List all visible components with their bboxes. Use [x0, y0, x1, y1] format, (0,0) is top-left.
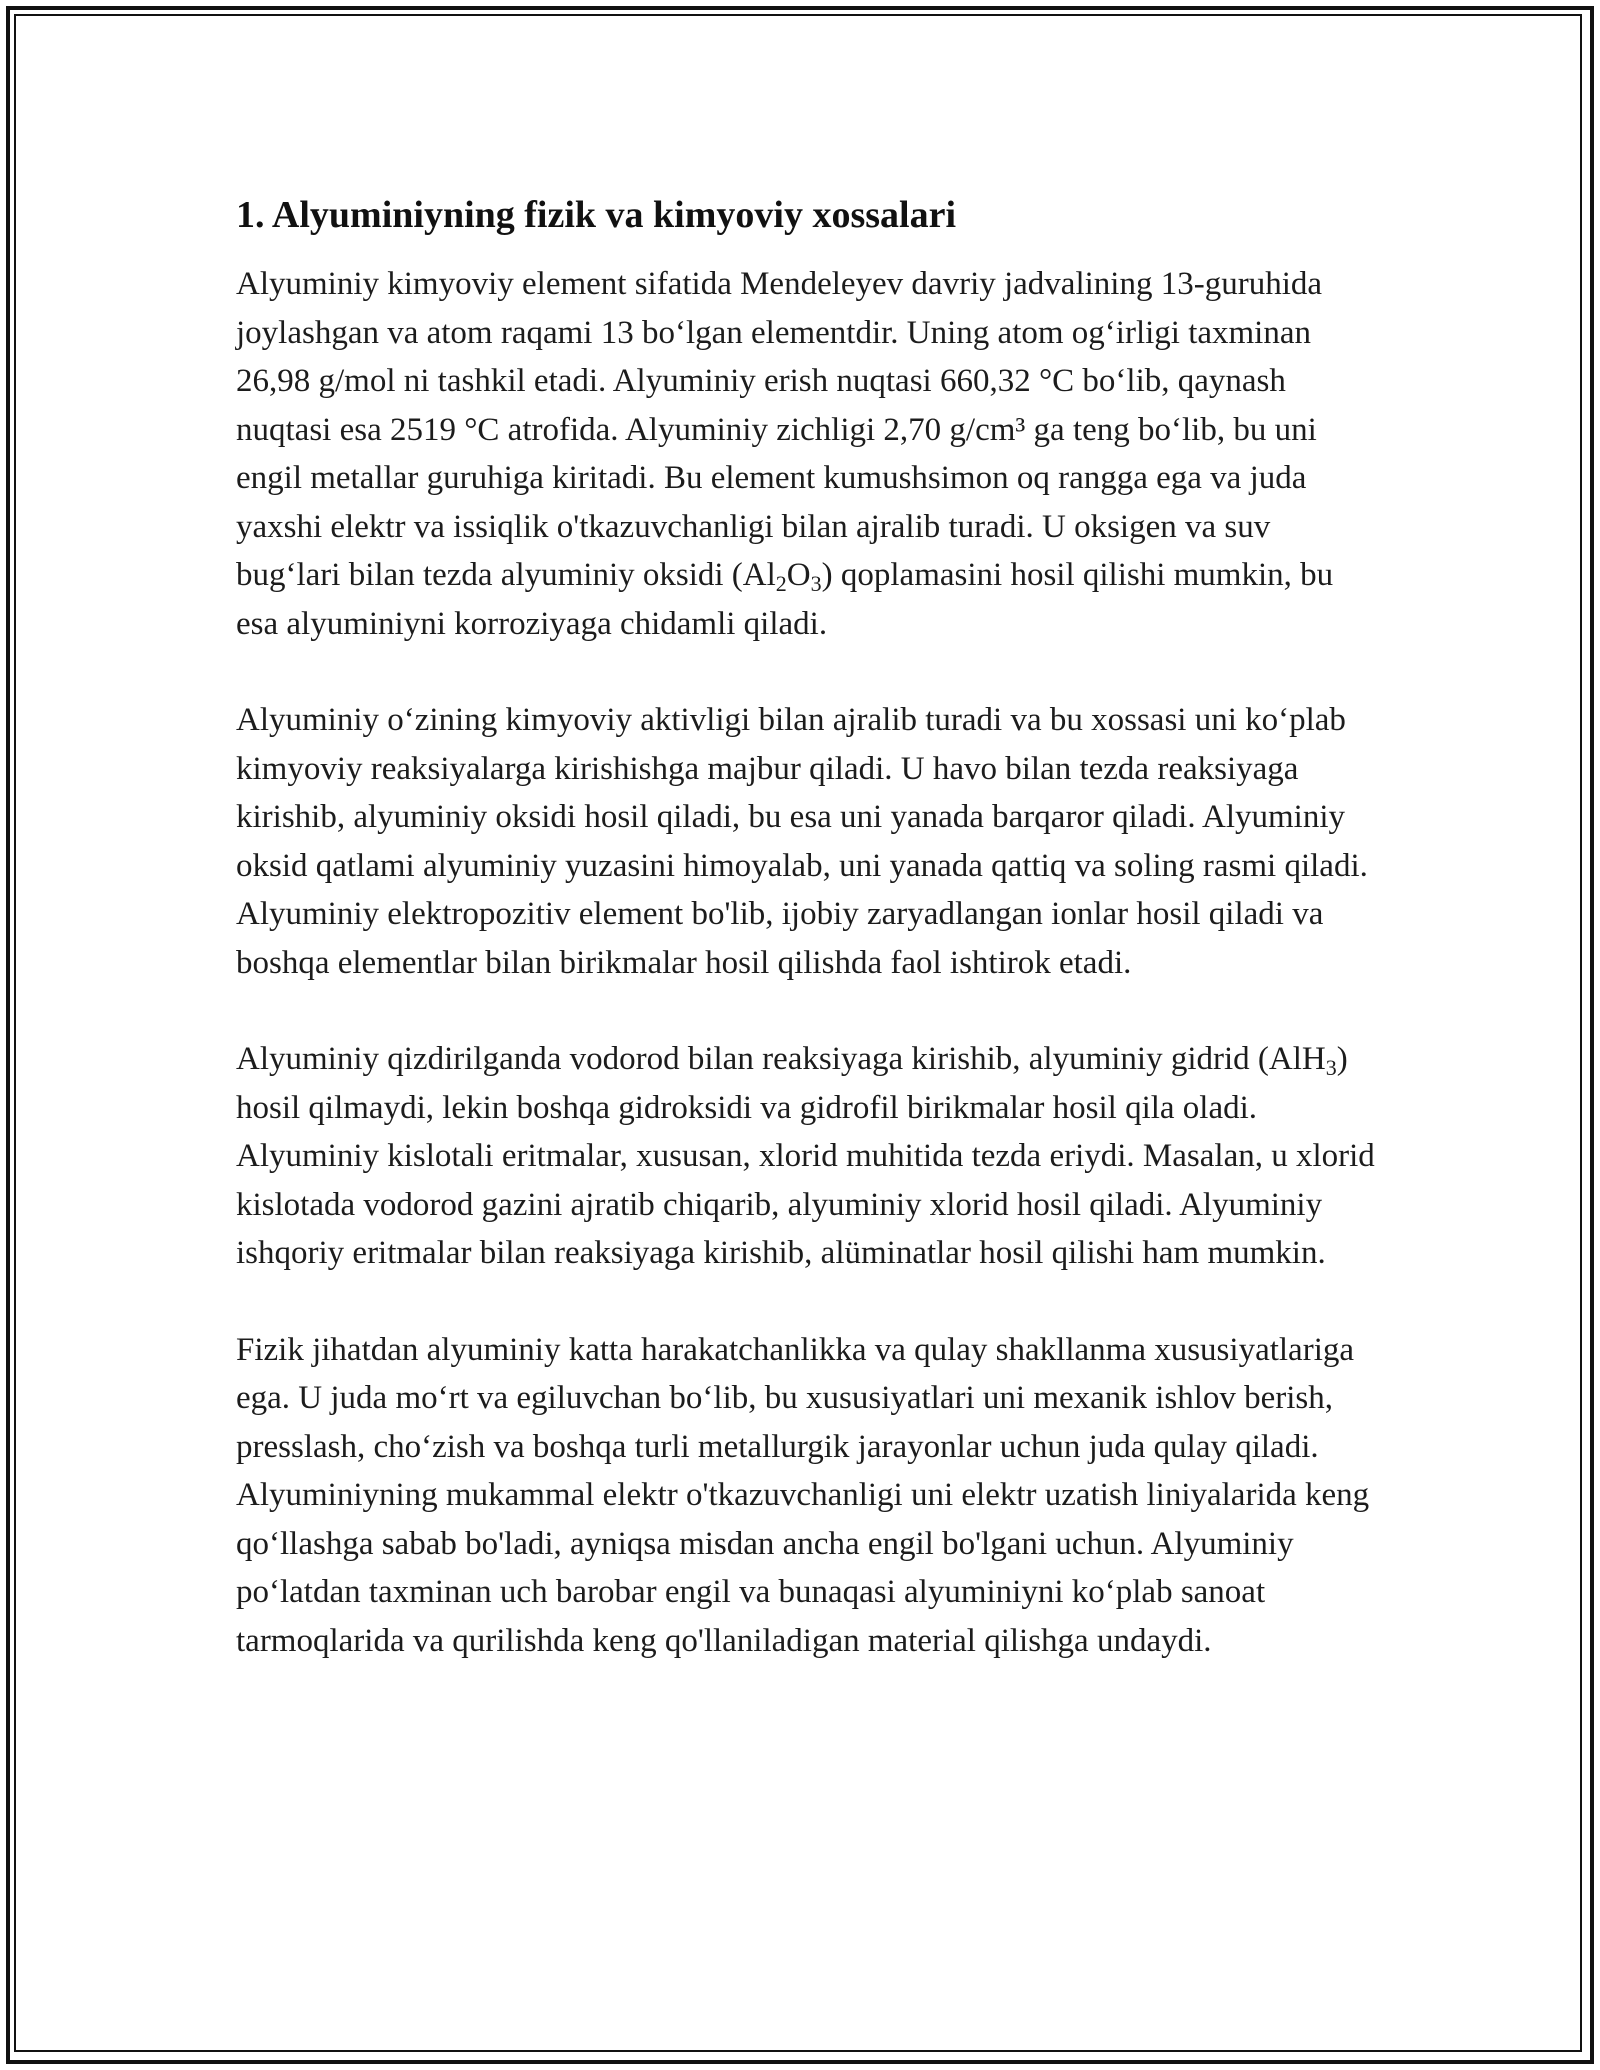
- paragraph-3: [236, 1035, 1376, 1278]
- paragraph-3-text-b: ) hosil qilmaydi, lekin boshqa gidroksidi va gidrofil birikmalar hosil qila oladi. Alyuminiy kislotali eritmalar, xususan, xlorid muhitida tezda eriydi. Masalan, u xlorid kislotada vodorod gazini ajratib chiqarib, alyuminiy xlorid hosil qiladi. Alyuminiy ishqoriy eritmalar bilan reaksiyaga kirishib, alüminatlar hosil qilishi ham mumkin.: [236, 1041, 1375, 1271]
- paragraph-1-text-c: ) qoplamasini hosil qilishi mumkin, bu esa alyuminiyni korroziyaga chidamli qiladi.: [236, 557, 1334, 642]
- subscript: 3: [810, 571, 822, 596]
- document-body: [236, 190, 1376, 1665]
- paragraph-1-text-a: Alyuminiy kimyoviy element sifatida Mendeleyev davriy jadvalining 13-guruhida joylashgan va atom raqami 13 bo‘lgan elementdir. Uning atom og‘irligi taxminan 26,98 g/mol ni tashkil etadi. Alyuminiy erish nuqtasi 660,32 °C bo‘lib, qaynash nuqtasi esa 2519 °C atrofida. Alyuminiy zichligi 2,70 g/cm³ ga teng bo‘lib, bu uni engil metallar guruhiga kiritadi. Bu element kumushsimon oq rangga ega va juda yaxshi elektr va issiqlik o'tkazuvchanligi bilan ajralib turadi. U oksigen va suv bug‘lari bilan tezda alyuminiy oksidi (Al: [236, 266, 1323, 593]
- subscript: 2: [775, 571, 787, 596]
- paragraph-1: [236, 260, 1376, 648]
- paragraph-3-text-a: Alyuminiy qizdirilganda vodorod bilan reaksiyaga kirishib, alyuminiy gidrid (AlH: [236, 1041, 1326, 1077]
- section-heading: 1. Alyuminiyning fizik va kimyoviy xossalari: [236, 194, 956, 236]
- paragraph-1-text-b: O: [786, 557, 811, 593]
- subscript: 3: [1325, 1055, 1337, 1080]
- paragraph-4: Fizik jihatdan alyuminiy katta harakatchanlikka va qulay shakllanma xususiyatlariga ega. U juda mo‘rt va egiluvchan bo‘lib, bu xususiyatlari uni mexanik ishlov berish, presslash, cho‘zish va boshqa turli metallurgik jarayonlar uchun juda qulay qiladi. Alyuminiyning mukammal elektr o'tkazuvchanligi uni elektr uzatish liniyalarida keng qo‘llashga sabab bo'ladi, ayniqsa misdan ancha engil bo'lgani uchun. Alyuminiy po‘latdan taxminan uch barobar engil va bunaqasi alyuminiyni ko‘plab sanoat tarmoqlarida va qurilishda keng qo'llaniladigan material qilishga undaydi.: [236, 1331, 1370, 1659]
- paragraph-2: Alyuminiy o‘zining kimyoviy aktivligi bilan ajralib turadi va bu xossasi uni ko‘plab kimyoviy reaksiyalarga kirishishga majbur qiladi. U havo bilan tezda reaksiyaga kirishib, alyuminiy oksidi hosil qiladi, bu esa uni yanada barqaror qiladi. Alyuminiy oksid qatlami alyuminiy yuzasini himoyalab, uni yanada qattiq va soling rasmi qiladi. Alyuminiy elektropozitiv element bo'lib, ijobiy zaryadlangan ionlar hosil qiladi va boshqa elementlar bilan birikmalar hosil qilishda faol ishtirok etadi.: [236, 702, 1368, 981]
